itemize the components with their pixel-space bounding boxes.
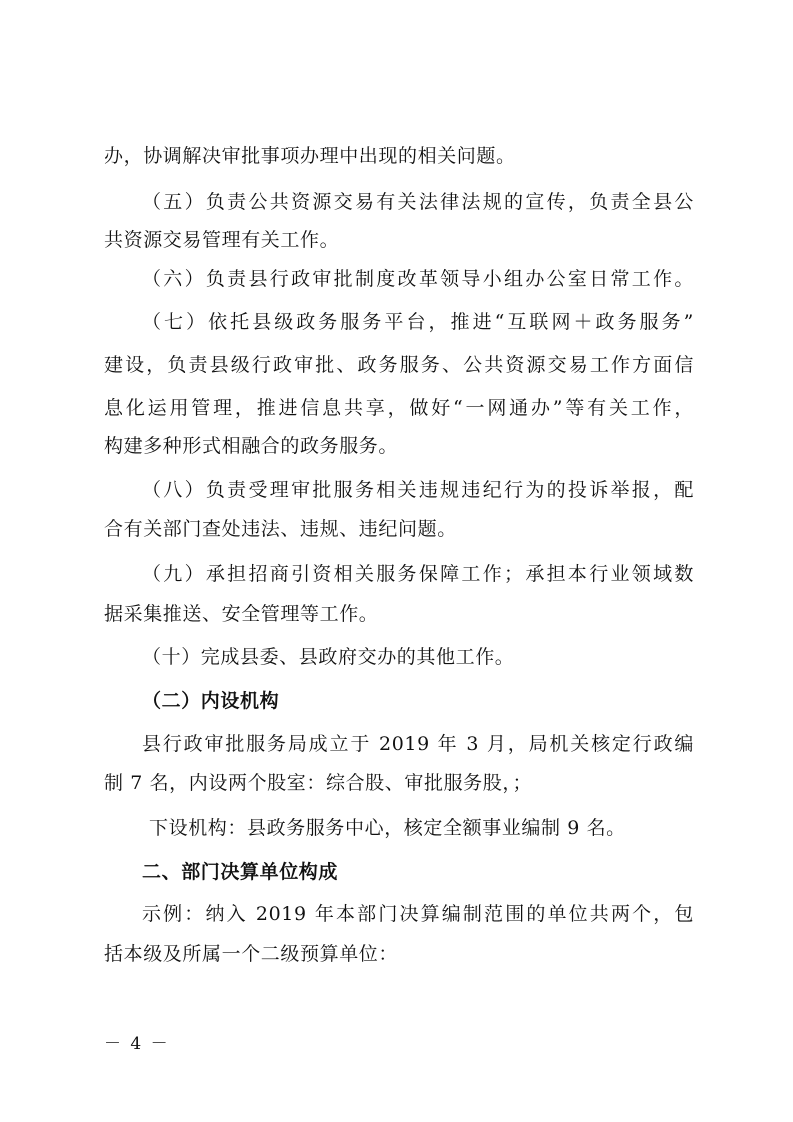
paragraph-line: 示例：纳入 2019 年本部门决算编制范围的单位共两个，包	[142, 903, 694, 925]
paragraph-line: （十）完成县委、县政府交办的其他工作。	[142, 646, 515, 668]
section-heading: （二）内设机构	[142, 690, 280, 712]
paragraph-line: 合有关部门查处违法、违规、违纪问题。	[104, 518, 457, 540]
paragraph-line: 构建多种形式相融合的政务服务。	[104, 435, 399, 457]
paragraph-line: 办，协调解决审批事项办理中出现的相关问题。	[104, 145, 516, 167]
paragraph-line: （九）承担招商引资相关服务保障工作；承担本行业领域数	[142, 563, 694, 585]
paragraph-line: 共资源交易管理有关工作。	[104, 229, 340, 251]
page-number: － 4 －	[104, 1034, 170, 1054]
paragraph-line: 据采集推送、安全管理等工作。	[104, 603, 379, 625]
paragraph-line: （六）负责县行政审批制度改革领导小组办公室日常工作。	[142, 268, 694, 290]
paragraph-line: （八）负责受理审批服务相关违规违纪行为的投诉举报，配	[142, 479, 694, 501]
paragraph-line: 息化运用管理，推进信息共享，做好“一网通办”等有关工作，	[104, 397, 694, 419]
paragraph-line: 制 7 名，内设两个股室：综合股、审批服务股，；	[104, 772, 533, 794]
paragraph-line: 下设机构：县政务服务中心，核定全额事业编制 9 名。	[149, 817, 626, 839]
section-heading: 二、部门决算单位构成	[142, 861, 339, 883]
paragraph-line: （五）负责公共资源交易有关法律法规的宣传，负责全县公	[142, 191, 694, 213]
paragraph-line: 县行政审批服务局成立于 2019 年 3 月，局机关核定行政编	[142, 733, 694, 755]
paragraph-line: （七）依托县级政务服务平台，推进“互联网＋政务服务”	[142, 311, 694, 333]
paragraph-line: 括本级及所属一个二级预算单位：	[104, 943, 399, 965]
paragraph-line: 建设，负责县级行政审批、政务服务、公共资源交易工作方面信	[104, 354, 694, 376]
